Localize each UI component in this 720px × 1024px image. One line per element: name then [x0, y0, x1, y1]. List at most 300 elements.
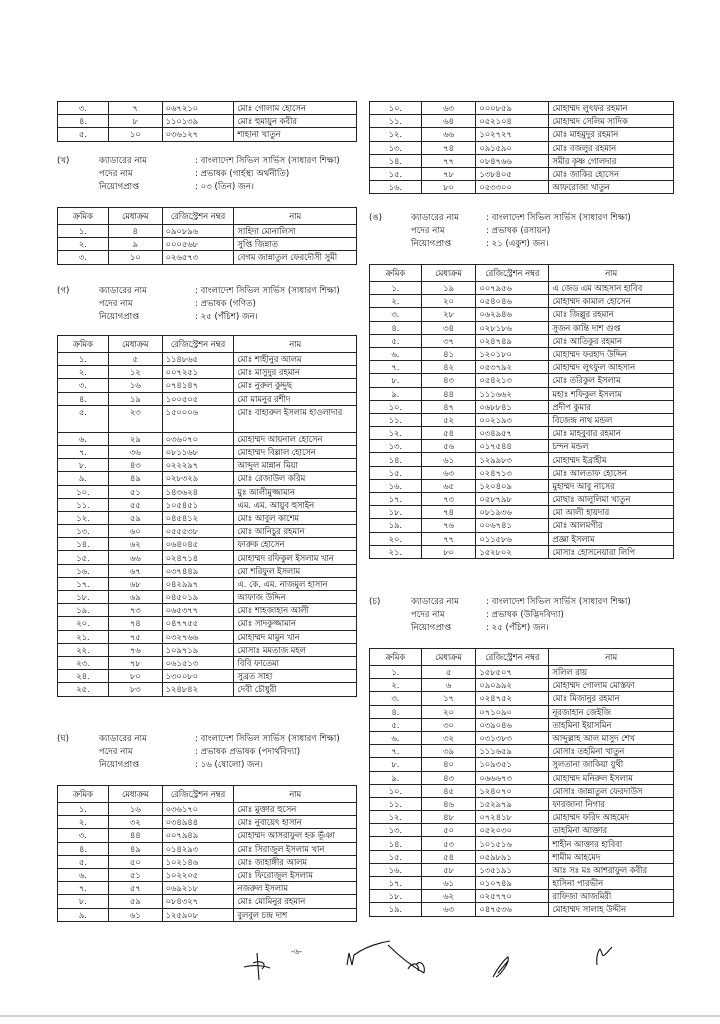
- cadre-label: ক্যাডারের নাম: [99, 734, 147, 744]
- table-row: [370, 666, 674, 679]
- merit-cell: ৭৮: [421, 167, 476, 180]
- registration-cell: ১৫২৯৭৯: [476, 797, 549, 810]
- merit-cell: ৬৯: [108, 591, 162, 604]
- merit-cell: ৫৪: [421, 850, 476, 863]
- serial-cell: ১৬.: [370, 181, 422, 194]
- name-cell: মোঃ গোলাম হোসেন: [234, 102, 357, 115]
- table: [369, 101, 674, 194]
- table-row: [58, 630, 357, 643]
- table-row: [370, 758, 674, 771]
- registration-cell: ০৭১০৯০: [476, 705, 549, 718]
- table-header-row: [370, 265, 674, 282]
- name-cell: হাসিনা পারভীন: [549, 877, 674, 890]
- table-row: [370, 374, 674, 387]
- name-cell: এম. এম. আয়ুব হুসাইন: [234, 498, 357, 511]
- serial-cell: ৭.: [370, 745, 422, 758]
- table-row: [58, 564, 357, 577]
- merit-cell: ৭: [108, 102, 162, 115]
- name-cell: মোঃ আনিচুর রহমান: [234, 525, 357, 538]
- count-label: নিয়োগপ্রাপ্ত: [99, 760, 140, 770]
- serial-cell: ১.: [370, 666, 422, 679]
- registration-cell: ০৫৩৭৯২: [476, 361, 549, 374]
- serial-cell: ৬.: [58, 432, 109, 445]
- registration-cell: ০৫৯৮৯১: [476, 850, 549, 863]
- registration-cell: ১২৯৯৮৩: [476, 453, 549, 466]
- registration-cell: ০২৪৭৫২: [476, 692, 549, 705]
- name-cell: আফরোজা খাতুন: [549, 181, 674, 194]
- name-cell: মোহাম্মদ সেলিম সাদিক: [549, 115, 674, 128]
- table-row: [58, 670, 357, 683]
- table-row: [58, 577, 357, 590]
- count-value: : ২৫ (পঁচিশ) জন।: [195, 312, 258, 322]
- table: [57, 785, 357, 922]
- serial-cell: ২০.: [58, 617, 109, 630]
- registration-cell: ১১১৬৬২: [476, 387, 549, 400]
- name-cell: মোঃ শাহীনুর আলম: [234, 353, 357, 366]
- post-label: পদের নাম: [411, 226, 445, 236]
- registration-cell: ০১১৫৮৬: [476, 532, 549, 545]
- column-header: নাম: [234, 336, 357, 353]
- cadre-label: ক্যাডারের নাম: [411, 213, 459, 223]
- registration-cell: ০২২২৯৭: [162, 459, 234, 472]
- table-row: [58, 643, 357, 656]
- name-cell: মোঃ মোমিনুর রহমান: [234, 895, 357, 908]
- serial-cell: ১৬.: [370, 479, 422, 492]
- table-header-row: [58, 208, 357, 225]
- serial-cell: ১৭.: [58, 577, 109, 590]
- name-cell: সুলতানা জাকিয়া যুথী: [549, 758, 674, 771]
- table-row: [370, 282, 674, 295]
- table-row: [370, 387, 674, 400]
- registration-cell: ০৬৭২১০: [162, 102, 234, 115]
- signature-icon: [347, 941, 424, 973]
- table: [369, 264, 674, 559]
- serial-cell: ১৩.: [370, 824, 422, 837]
- registration-cell: ০৬২৯৪৬: [476, 308, 549, 321]
- merit-cell: ২৩: [108, 405, 162, 432]
- merit-cell: ১০: [108, 251, 162, 264]
- registration-cell: ০৬৫৩৭৭: [162, 604, 234, 617]
- registration-cell: ০২৪৭১৪: [162, 551, 234, 564]
- merit-cell: ৫: [421, 666, 476, 679]
- serial-cell: ১৮.: [370, 890, 422, 903]
- table-row: [58, 225, 357, 238]
- count-value: : ০৩ (তিন) জন।: [195, 182, 254, 192]
- registration-cell: ০৪৭৫৩৬: [476, 903, 549, 916]
- section-gha-table: [57, 785, 357, 922]
- table-row: [58, 128, 357, 141]
- name-cell: শাহানা খাতুন: [234, 128, 357, 141]
- count-value: : ১৬ (ষোলো) জন।: [195, 760, 263, 770]
- post-label: পদের নাম: [99, 747, 133, 757]
- serial-cell: ১৪.: [58, 538, 109, 551]
- table-row: [58, 656, 357, 669]
- serial-cell: ৯.: [58, 472, 109, 485]
- merit-cell: ৬৪: [421, 115, 476, 128]
- table-row: [370, 731, 674, 744]
- registration-cell: ০০৬৭৪১: [476, 519, 549, 532]
- name-cell: মোহাম্মদ ইব্রাহীম: [549, 453, 674, 466]
- registration-cell: ০৩৬০৭০: [162, 432, 234, 445]
- serial-cell: ১২.: [370, 128, 422, 141]
- continued-table-top-right: [369, 101, 674, 194]
- table-row: [370, 811, 674, 824]
- name-cell: বিজেন্দ্র নাথ মন্ডল: [549, 413, 674, 426]
- count-value: : ২১ (একুশ) জন।: [486, 239, 549, 249]
- merit-cell: ৪৪: [108, 829, 162, 842]
- merit-cell: ৫৪: [421, 427, 476, 440]
- merit-cell: ৫০: [108, 855, 162, 868]
- table-row: [370, 545, 674, 558]
- section-uma-info: [369, 212, 674, 254]
- section-uma-table: [369, 264, 674, 559]
- table-row: [370, 824, 674, 837]
- merit-cell: ৬১: [421, 453, 476, 466]
- table-row: [370, 850, 674, 863]
- merit-cell: ৭৩: [108, 604, 162, 617]
- merit-cell: ৭৮: [108, 656, 162, 669]
- serial-cell: ১৭.: [370, 493, 422, 506]
- merit-cell: ৪২: [421, 361, 476, 374]
- table-row: [370, 115, 674, 128]
- table: [57, 335, 357, 697]
- table-row: [58, 392, 357, 405]
- serial-cell: ৪.: [370, 321, 422, 334]
- name-cell: মুহাম্মদ আবু নাসের: [549, 479, 674, 492]
- column-header: ক্রমিক: [58, 336, 109, 353]
- serial-cell: ৬.: [58, 868, 109, 881]
- merit-cell: ১৬: [108, 379, 162, 392]
- serial-cell: ৭.: [58, 445, 109, 458]
- column-header: ক্রমিক: [370, 265, 422, 282]
- section-marker: (গ): [57, 286, 70, 296]
- name-cell: মোহাম্মদ মনিরুল ইসলাম: [549, 771, 674, 784]
- serial-cell: ৩.: [58, 102, 109, 115]
- table-row: [370, 427, 674, 440]
- merit-cell: ৪০: [421, 758, 476, 771]
- table-row: [370, 413, 674, 426]
- continued-table-top-left: [57, 101, 357, 142]
- registration-cell: ০৫৪০৪৬: [476, 295, 549, 308]
- column-header: মেধাক্রম: [108, 208, 162, 225]
- section-cha-info: [369, 596, 674, 638]
- name-cell: এ. কে. এম. নাজমুল হাসান: [234, 577, 357, 590]
- name-cell: বুলবুল চন্দ্র দাশ: [234, 908, 357, 921]
- merit-cell: ৩৬: [108, 445, 162, 458]
- registration-cell: ১১০১৩৯: [162, 115, 234, 128]
- table-row: [58, 868, 357, 881]
- name-cell: মোহাম্মদ সালাহ উদ্দীন: [549, 903, 674, 916]
- name-cell: রাফিজা আজমিরী: [549, 890, 674, 903]
- table: [57, 207, 357, 265]
- merit-cell: ১৯: [108, 392, 162, 405]
- merit-cell: ৫০: [421, 824, 476, 837]
- serial-cell: ১৫.: [370, 850, 422, 863]
- serial-cell: ৪.: [370, 705, 422, 718]
- name-cell: মোঃ হুমায়ুন কবীর: [234, 115, 357, 128]
- cadre-label: ক্যাডারের নাম: [99, 156, 147, 166]
- table-header-row: [370, 649, 674, 666]
- name-cell: ফারুক হোসেন: [234, 538, 357, 551]
- name-cell: মোছাঃ আলুলিমা খাতুন: [549, 493, 674, 506]
- name-cell: মোঃ নুবায়েৎ হাসান: [234, 816, 357, 829]
- registration-cell: ০৪২৯৯৭: [162, 577, 234, 590]
- signature-icon: [244, 953, 270, 980]
- registration-cell: ০৬৮৮৪১: [476, 400, 549, 413]
- registration-cell: ০১৭৫৪৪: [476, 440, 549, 453]
- serial-cell: ১.: [58, 803, 109, 816]
- registration-cell: ১২৪৮৪২: [162, 683, 234, 696]
- section-ga-table: [57, 335, 357, 697]
- name-cell: মোঃ জাহাঙ্গীর আলম: [234, 855, 357, 868]
- registration-cell: ০২৮১৮৬: [476, 321, 549, 334]
- section-ga-info: [57, 285, 357, 327]
- table-row: [58, 379, 357, 392]
- table: [57, 101, 357, 142]
- signatures: [0, 935, 720, 985]
- registration-cell: ১৩৮৪০৫: [476, 167, 549, 180]
- section-kha-info: [57, 155, 357, 197]
- merit-cell: ৫৫: [108, 498, 162, 511]
- table-row: [58, 238, 357, 251]
- merit-cell: ৬৬: [421, 128, 476, 141]
- name-cell: মোঃ সিরাজুল ইসলাম খান: [234, 842, 357, 855]
- name-cell: আঃ সঃ মঃ আশরাফুল কবীর: [549, 863, 674, 876]
- table-row: [58, 855, 357, 868]
- registration-cell: ১০০৫০৫: [162, 392, 234, 405]
- serial-cell: ১১.: [58, 498, 109, 511]
- registration-cell: ০০২১৯৩: [476, 413, 549, 426]
- column-header: ক্রমিক: [370, 649, 422, 666]
- name-cell: দেবী চৌধুরী: [234, 683, 357, 696]
- serial-cell: ৮.: [370, 758, 422, 771]
- merit-cell: ৬৮: [108, 577, 162, 590]
- column-header: মেধাক্রম: [108, 336, 162, 353]
- serial-cell: ২.: [370, 679, 422, 692]
- merit-cell: ৫: [108, 353, 162, 366]
- merit-cell: ৮৩: [108, 683, 162, 696]
- registration-cell: ০৬৪০৪৫: [162, 538, 234, 551]
- serial-cell: ১.: [58, 225, 109, 238]
- merit-cell: ৪১: [421, 347, 476, 360]
- name-cell: মোঃ আলমগীর: [549, 519, 674, 532]
- registration-cell: ০৬৯২১৮: [162, 882, 234, 895]
- table-row: [58, 405, 357, 432]
- registration-cell: ০৭৪১৪৭: [162, 379, 234, 392]
- registration-cell: ০৫২০৩০: [476, 824, 549, 837]
- name-cell: নূরজাহান জেইজি: [549, 705, 674, 718]
- table-row: [58, 485, 357, 498]
- merit-cell: ৬৭: [108, 564, 162, 577]
- serial-cell: ১০.: [370, 784, 422, 797]
- name-cell: আব্দুল মান্নান মিয়া: [234, 459, 357, 472]
- table-row: [370, 877, 674, 890]
- column-header: রেজিস্ট্রেশন নম্বর: [162, 208, 234, 225]
- registration-cell: ১৫২৮০২: [476, 545, 549, 558]
- serial-cell: ১৫.: [370, 167, 422, 180]
- name-cell: প্রদীপ কুমার: [549, 400, 674, 413]
- registration-cell: ০২৪৭১৩: [476, 466, 549, 479]
- name-cell: মহাঃ শফিকুল ইসলাম: [549, 387, 674, 400]
- registration-cell: ১০২১৪৬: [162, 855, 234, 868]
- serial-cell: ৫.: [58, 405, 109, 432]
- name-cell: শাহীন আক্তার হাবিবা: [549, 837, 674, 850]
- table-row: [370, 361, 674, 374]
- column-header: মেধাক্রম: [421, 649, 476, 666]
- serial-cell: ৪.: [58, 392, 109, 405]
- registration-cell: ০৮১৯৩৬: [476, 506, 549, 519]
- merit-cell: ৩৪: [421, 321, 476, 334]
- table-row: [370, 493, 674, 506]
- merit-cell: ১০: [108, 128, 162, 141]
- serial-cell: ১.: [58, 353, 109, 366]
- registration-cell: ০২৫৭৭০: [476, 890, 549, 903]
- serial-cell: ১৯.: [370, 903, 422, 916]
- count-label: নিয়োগপ্রাপ্ত: [411, 239, 452, 249]
- serial-cell: ১৪.: [370, 837, 422, 850]
- name-cell: মোহাম্মদ মামুন খান: [234, 630, 357, 643]
- table-row: [370, 890, 674, 903]
- name-cell: নজরুল ইসলাম: [234, 882, 357, 895]
- section-kha-table: [57, 207, 357, 265]
- name-cell: আব্দুল্লাহ আল মাসুদ শেখ: [549, 731, 674, 744]
- registration-cell: ১২০১৮০: [476, 347, 549, 360]
- registration-cell: ০০৭৯৪৯: [162, 829, 234, 842]
- serial-cell: ৩.: [58, 251, 109, 264]
- registration-cell: ০৪৫০১৯: [162, 591, 234, 604]
- name-cell: মোঃ মাসুদুর রহমান: [234, 366, 357, 379]
- merit-cell: ৬২: [421, 890, 476, 903]
- name-cell: শামীম আহমেদ: [549, 850, 674, 863]
- merit-cell: ৯: [108, 238, 162, 251]
- merit-cell: ৭৪: [421, 141, 476, 154]
- serial-cell: ২১.: [370, 545, 422, 558]
- signature-icon: [597, 947, 612, 965]
- table-row: [370, 466, 674, 479]
- name-cell: মোঃ শাহজাহান আলী: [234, 604, 357, 617]
- name-cell: মোহাম্মদ লুৎফর রহমান: [549, 102, 674, 115]
- merit-cell: ৩৭: [421, 334, 476, 347]
- table-row: [370, 903, 674, 916]
- serial-cell: ২.: [58, 816, 109, 829]
- serial-cell: ৮.: [58, 459, 109, 472]
- registration-cell: ০৭২৪১৮: [476, 811, 549, 824]
- table-row: [58, 366, 357, 379]
- merit-cell: ৬০: [108, 525, 162, 538]
- post-label: পদের নাম: [411, 610, 445, 620]
- registration-cell: ০৫৮৭৯৮: [476, 493, 549, 506]
- registration-cell: ০৯১৫৯০: [476, 141, 549, 154]
- merit-cell: ৫২: [421, 413, 476, 426]
- column-header: রেজিস্ট্রেশন নম্বর: [476, 265, 549, 282]
- serial-cell: ১৮.: [370, 506, 422, 519]
- table: [369, 648, 674, 917]
- registration-cell: ০০০৮৫৯: [476, 102, 549, 115]
- serial-cell: ২৩.: [58, 656, 109, 669]
- name-cell: মোহাম্মদ ফরিদ আহমেদ: [549, 811, 674, 824]
- table-row: [58, 604, 357, 617]
- registration-cell: ০৯০৮৯৬: [162, 225, 234, 238]
- name-cell: মো মামনুর রশীদ: [234, 392, 357, 405]
- section-cha-table: [369, 648, 674, 917]
- registration-cell: ১০২২০৫: [162, 868, 234, 881]
- serial-cell: ১২.: [370, 427, 422, 440]
- serial-cell: ১.: [370, 282, 422, 295]
- merit-cell: ৭৬: [421, 519, 476, 532]
- section-gha-info: [57, 733, 357, 775]
- table-row: [58, 908, 357, 921]
- name-cell: মোঃ আলতাফ হোসেন: [549, 466, 674, 479]
- serial-cell: ১০.: [58, 485, 109, 498]
- name-cell: মোঃ আবুল কাশেম: [234, 511, 357, 524]
- registration-cell: ০১০৭৪৯: [476, 877, 549, 890]
- table-row: [370, 102, 674, 115]
- serial-cell: ১৫.: [370, 466, 422, 479]
- name-cell: মোহাম্মদ বিল্লাল হোসেন: [234, 445, 357, 458]
- table-row: [370, 347, 674, 360]
- merit-cell: ৫৯: [108, 511, 162, 524]
- post-value: : প্রভাষক প্রভাষক (পদার্থবিদ্যা): [195, 747, 301, 757]
- serial-cell: ২১.: [58, 630, 109, 643]
- section-marker: (ঙ): [369, 213, 383, 223]
- registration-cell: ০৩৬১২৭: [162, 128, 234, 141]
- merit-cell: ৪৩: [108, 459, 162, 472]
- merit-cell: ৬১: [421, 877, 476, 890]
- table-row: [370, 181, 674, 194]
- serial-cell: ৫.: [370, 334, 422, 347]
- table-row: [370, 453, 674, 466]
- merit-cell: ৭৩: [421, 493, 476, 506]
- post-value: : প্রভাষক (উদ্ভিদবিদ্যা): [486, 610, 564, 620]
- serial-cell: ১৩.: [370, 141, 422, 154]
- merit-cell: ৫৮: [421, 863, 476, 876]
- table-row: [370, 295, 674, 308]
- name-cell: চন্দন মন্ডল: [549, 440, 674, 453]
- table-row: [370, 771, 674, 784]
- serial-cell: ১৩.: [370, 440, 422, 453]
- name-cell: মোসাঃ মমতাজ মহল: [234, 643, 357, 656]
- serial-cell: ৯.: [58, 908, 109, 921]
- merit-cell: ৪৯: [108, 842, 162, 855]
- table-row: [58, 459, 357, 472]
- merit-cell: ১২: [108, 366, 162, 379]
- merit-cell: ৪: [108, 225, 162, 238]
- name-cell: প্রজ্ঞা ইসলাম: [549, 532, 674, 545]
- serial-cell: ৬.: [370, 347, 422, 360]
- name-cell: বেগম জান্নাতুল ফেরদৌসী সুমী: [234, 251, 357, 264]
- serial-cell: ১৩.: [58, 525, 109, 538]
- cadre-value: : বাংলাদেশ সিভিল সার্ভিস (সাধারণ শিক্ষা): [486, 213, 631, 223]
- merit-cell: ৪৭: [421, 400, 476, 413]
- table-row: [370, 784, 674, 797]
- registration-cell: ০৩২৭৬৬: [162, 630, 234, 643]
- table-row: [370, 334, 674, 347]
- table-header-row: [58, 336, 357, 353]
- registration-cell: ০২৬৫৭৩: [162, 251, 234, 264]
- table-row: [370, 692, 674, 705]
- merit-cell: ৫৬: [421, 440, 476, 453]
- page-number: -৬-: [291, 947, 302, 956]
- cadre-value: : বাংলাদেশ সিভিল সার্ভিস (সাধারণ শিক্ষা): [195, 156, 340, 166]
- name-cell: মোঃ মাহমুদুর রহমান: [549, 128, 674, 141]
- name-cell: মোহাম্মদ আসরাফুল হক ভূঁঞা: [234, 829, 357, 842]
- merit-cell: ১৭: [421, 692, 476, 705]
- registration-cell: ০৩৭৪৪৯: [162, 564, 234, 577]
- table-row: [370, 479, 674, 492]
- name-cell: মোঃ মাহবুবার রহমান: [549, 427, 674, 440]
- column-header: রেজিস্ট্রেশন নম্বর: [162, 786, 234, 803]
- section-marker: (চ): [369, 597, 381, 607]
